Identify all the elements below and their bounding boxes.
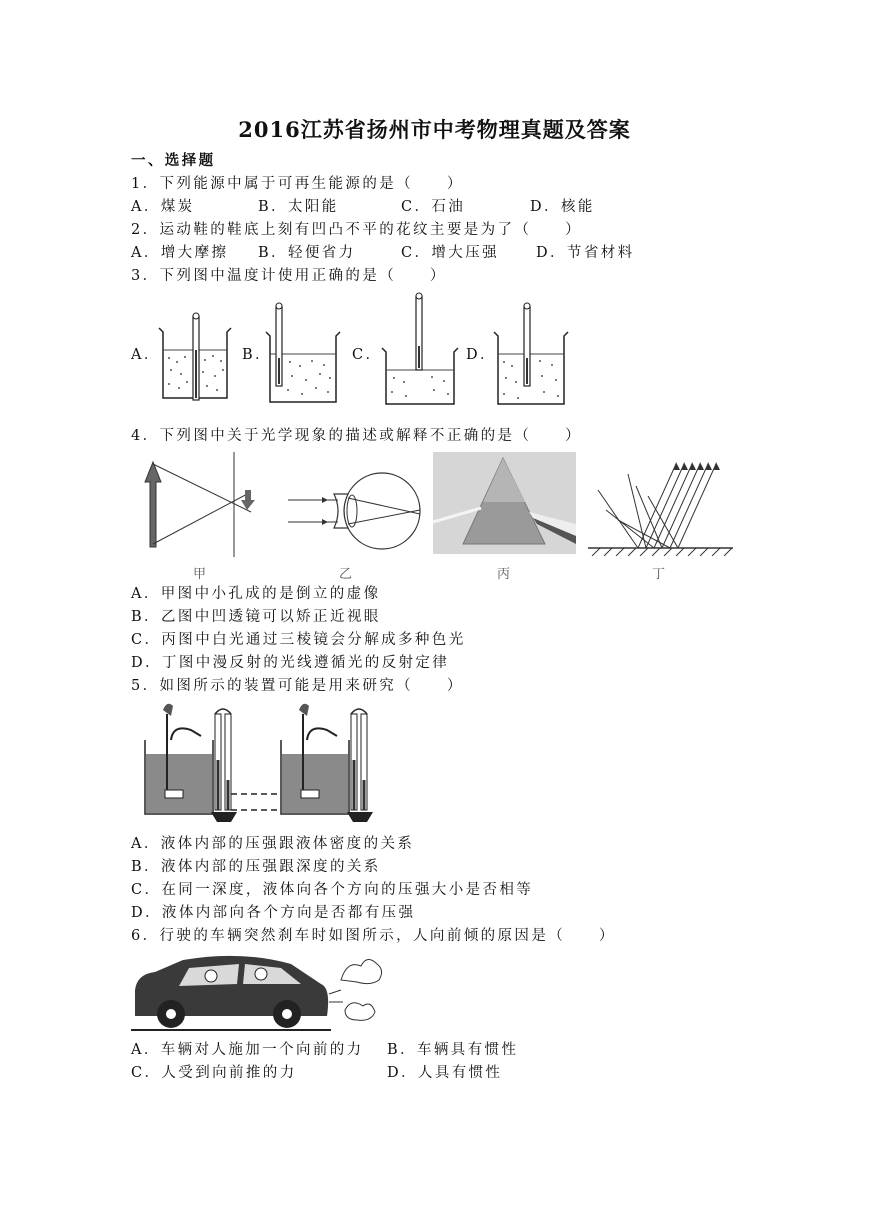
thermometer-beaker-c — [378, 290, 462, 410]
q2-option-d: D．节省材料 — [536, 245, 635, 261]
q5-stem: 5．如图所示的装置可能是用来研究（ ） — [131, 678, 464, 694]
q4-option-c: C．丙图中白光通过三棱镜会分解成多种色光 — [131, 632, 466, 648]
q2-option-b: B．轻便省力 — [258, 245, 356, 261]
q1-option-c: C．石油 — [401, 199, 466, 215]
fig-label-bing: 丙 — [497, 567, 511, 582]
q2-stem: 2．运动鞋的鞋底上刻有凹凸不平的花纹主要是为了（ ） — [131, 222, 583, 238]
prism-dispersion-figure — [433, 452, 576, 554]
fig-label-jia: 甲 — [193, 567, 207, 582]
q6-option-a: A．车辆对人施加一个向前的力 — [131, 1042, 364, 1058]
braking-car-figure — [131, 950, 386, 1035]
q6-stem: 6．行驶的车辆突然刹车时如图所示，人向前倾的原因是（ ） — [131, 928, 616, 944]
q4-option-d: D．丁图中漫反射的光线遵循光的反射定律 — [131, 655, 450, 671]
concave-lens-eye-figure — [282, 466, 432, 556]
q6-option-b: B．车辆具有惯性 — [387, 1042, 519, 1058]
section-heading: 一、选择题 — [131, 152, 216, 169]
q3-label-d: D． — [466, 347, 497, 363]
pinhole-camera-figure — [131, 452, 276, 557]
fig-label-ding: 丁 — [652, 567, 666, 582]
q5-option-d: D．液体内部向各个方向是否都有压强 — [131, 905, 416, 921]
page-title: 2016江苏省扬州市中考物理真题及答案 — [238, 117, 631, 142]
diffuse-reflection-figure — [588, 456, 733, 556]
q1-option-b: B．太阳能 — [258, 199, 339, 215]
q6-option-d: D．人具有惯性 — [387, 1065, 503, 1081]
q5-option-c: C．在同一深度，液体向各个方向的压强大小是否相等 — [131, 882, 534, 898]
q6-option-c: C．人受到向前推的力 — [131, 1065, 297, 1081]
q3-stem: 3．下列图中温度计使用正确的是（ ） — [131, 268, 447, 284]
q4-stem: 4．下列图中关于光学现象的描述或解释不正确的是（ ） — [131, 428, 583, 444]
q5-option-a: A．液体内部的压强跟液体密度的关系 — [131, 836, 415, 852]
q4-option-a: A．甲图中小孔成的是倒立的虚像 — [131, 586, 381, 602]
fig-label-yi: 乙 — [339, 567, 353, 582]
pressure-gauge-figure — [131, 700, 391, 825]
q1-option-d: D．核能 — [530, 199, 595, 215]
q1-option-a: A．煤炭 — [131, 199, 195, 215]
q2-option-a: A．增大摩擦 — [131, 245, 229, 261]
q5-option-b: B．液体内部的压强跟深度的关系 — [131, 859, 381, 875]
thermometer-beaker-d — [490, 298, 572, 410]
q1-stem: 1．下列能源中属于可再生能源的是（ ） — [131, 176, 464, 192]
q3-label-c: C． — [352, 347, 383, 363]
thermometer-beaker-a — [155, 310, 235, 405]
q3-label-b: B． — [242, 347, 272, 363]
q4-option-b: B．乙图中凹透镜可以矫正近视眼 — [131, 609, 381, 625]
q3-label-a: A． — [131, 347, 161, 363]
q2-option-c: C．增大压强 — [401, 245, 499, 261]
thermometer-beaker-b — [262, 298, 344, 408]
